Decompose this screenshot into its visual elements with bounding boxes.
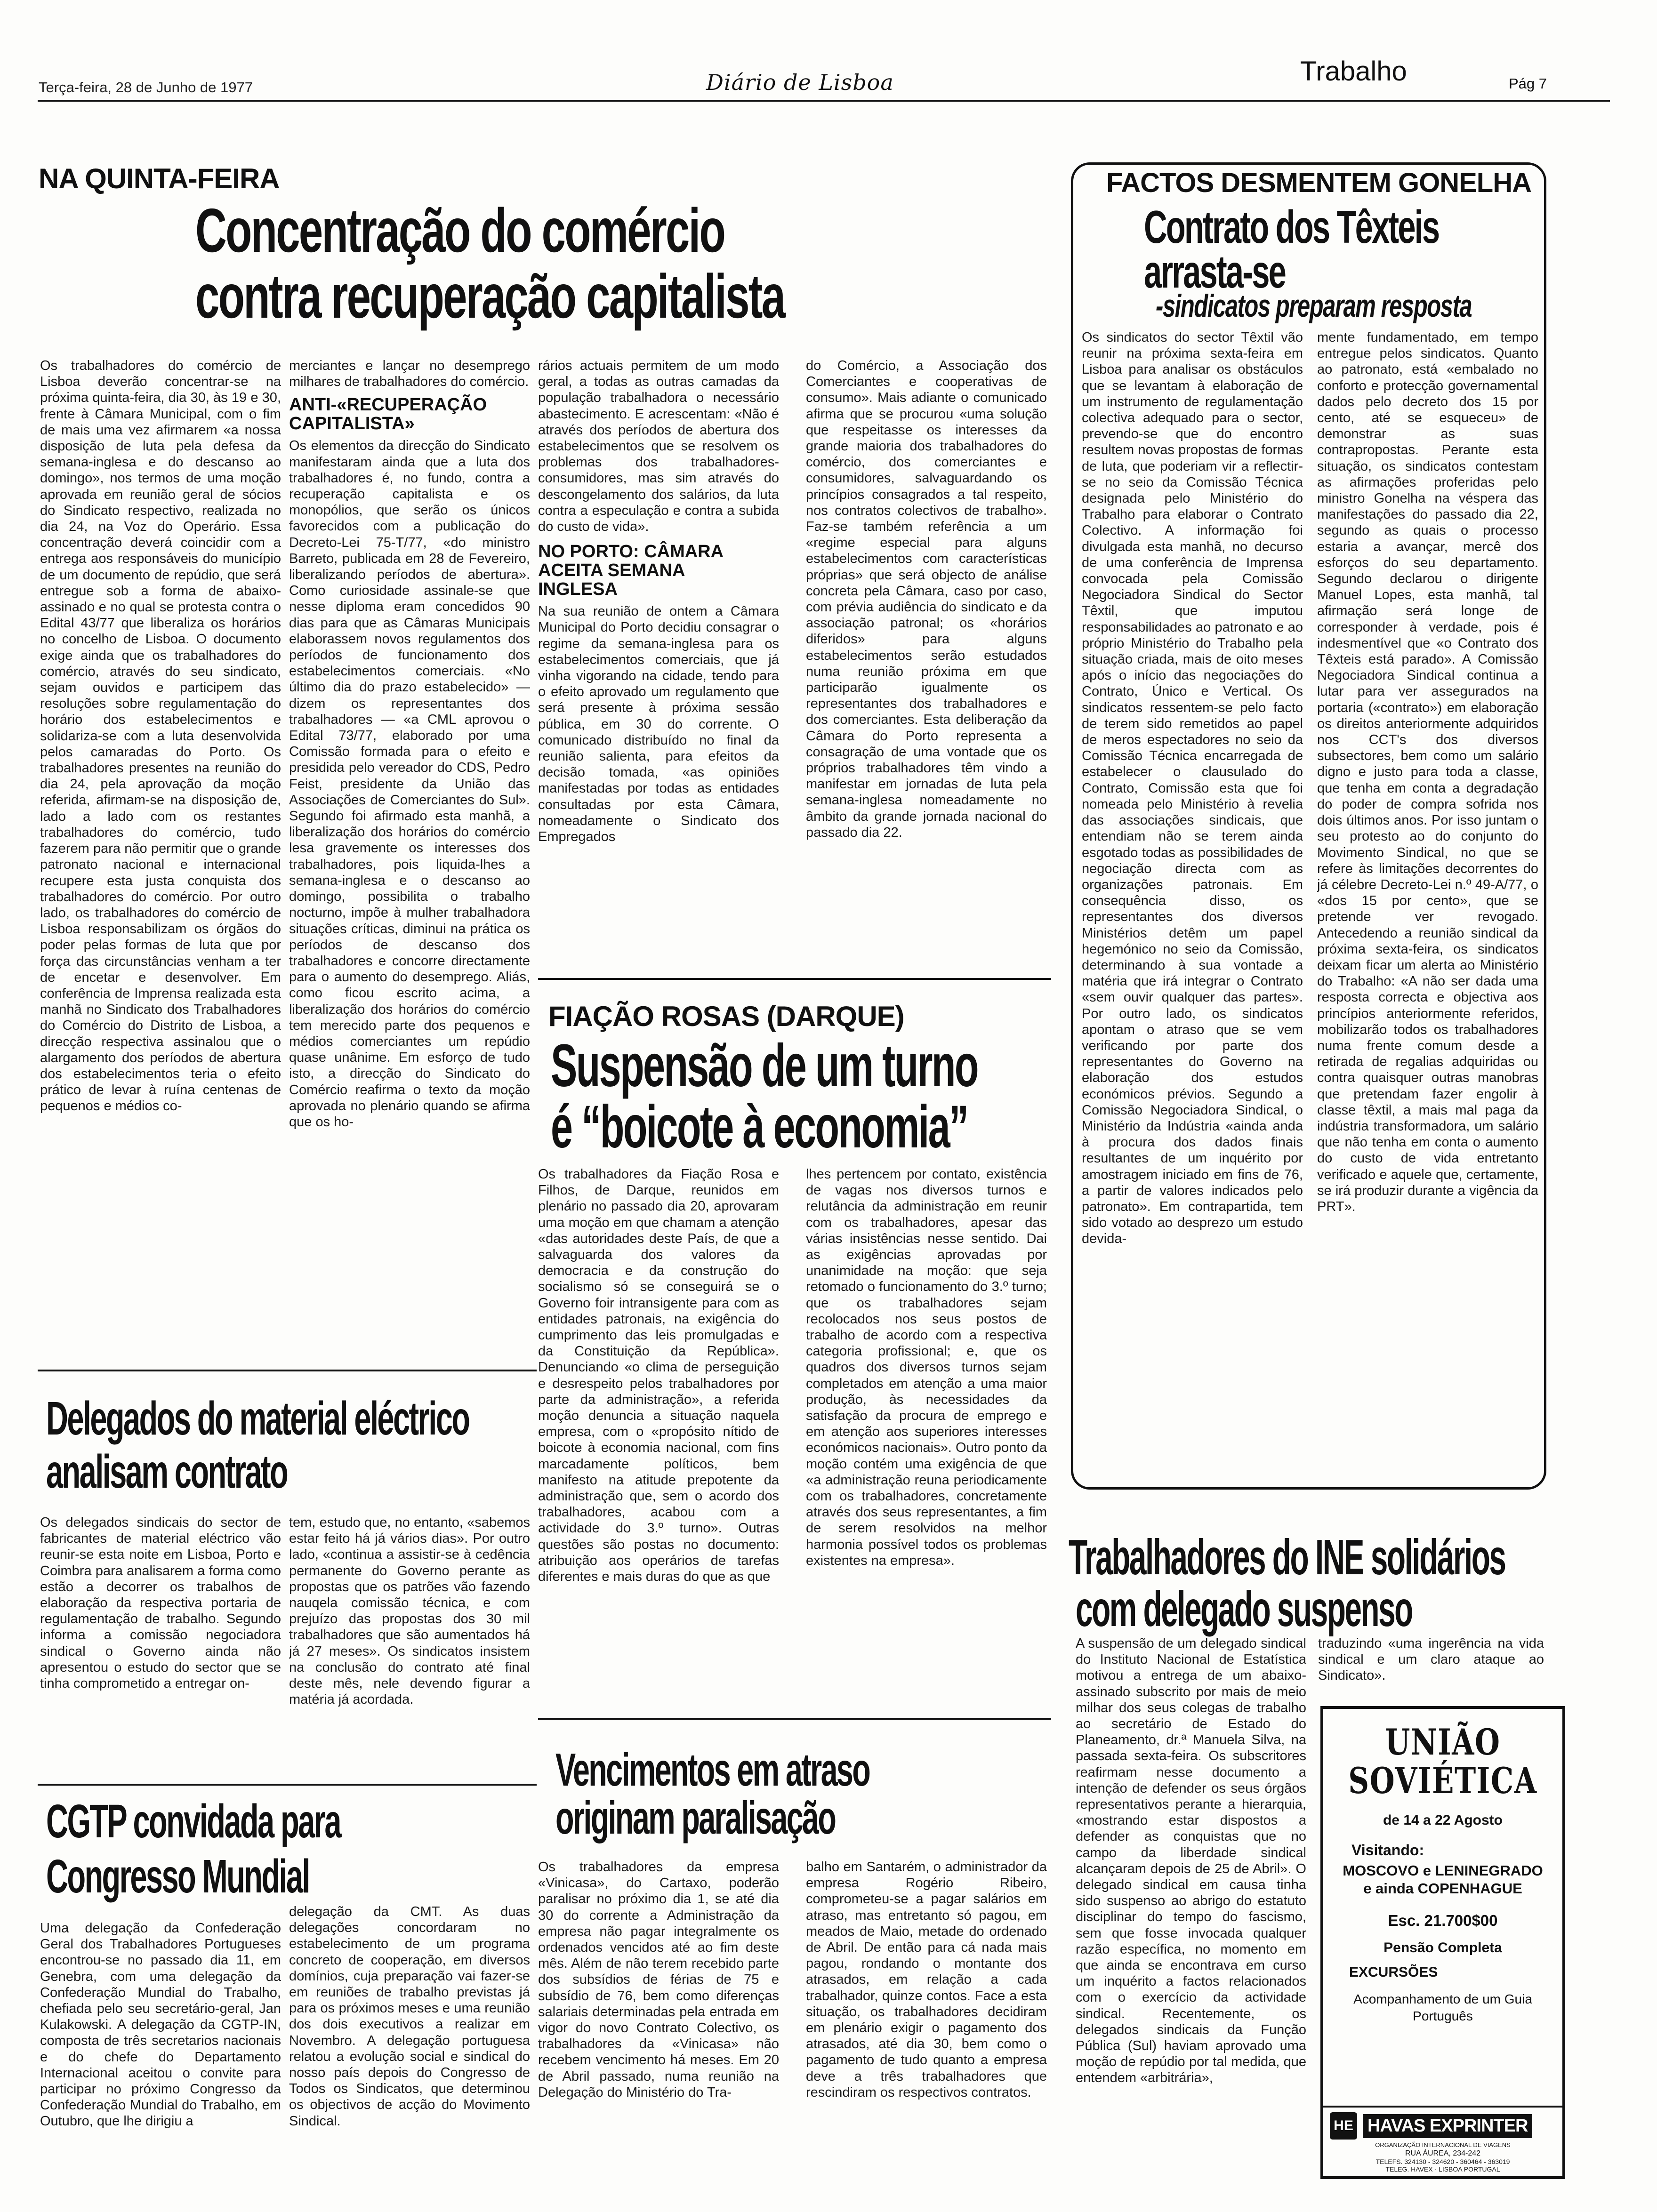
article4-col1: Os delegados sindicais do sector de fabricantes de material eléctrico vão reunir-se esta noite em Lisboa, Porto e Coimbra para analisarem a forma como estão a decorrer os trabalhos de elaboração da respectiva portaria de regulamentação de trabalho. Segundo informa a comissão negociadora sindical o Governo ainda não apresentou o estudo do sector que se tinha comprometido a entregar on- — [40, 1515, 281, 1691]
article5-headline-line2: Congresso Mundial — [46, 1850, 309, 1903]
article4-headline-line1: Delegados do material eléctrico — [46, 1392, 469, 1445]
article4-top-rule — [38, 1370, 537, 1371]
article1-subhead-porto: NO PORTO: CÂMARA ACEITA SEMANA INGLESA — [538, 542, 723, 600]
article2-col1: Os sindicatos do sector Têxtil vão reunir na próxima sexta-feira em Lisboa para analisar os obstáculos que se levantam à elaboração de um instrumento de regulamentação colectiva adequado para o sector, prevendo-se que do encontro resultem novas propostas de formas de luta, que poderiam vir a reflectir-se no seio da Comissão Técnica designada pelo Ministério do Trabalho para elaborar o Contrato Colectivo. A informação foi divulgada esta manhã, no decurso de uma conferência de Imprensa convocada pela Comissão Negociadora Sindical do Sector Têxtil, que imputou responsabilidades ao patronato e ao próprio Ministério do Trabalho pela situação criada, mais de oito meses após o início das negociações do Contrato, Único e Vertical. Os sindicatos ressentem-se pelo facto de terem sido remetidos ao papel de meros espectadores no seio da Comissão Técnica encarregada de estabelecer o clausulado do Contrato, Comissão esta que foi nomeada pelo Ministério à revelia das associações sindicais, que entendiam não se terem ainda esgotado todas as possibilidades de negociação directa com as organizações patronais. Em consequência disso, os representantes dos diversos Ministérios detêm um papel hegemónico no seio da Comissão, determinando à sua vontade a matéria que irá integrar o Contrato «sem ouvir qualquer das partes». Por outro lado, os sindicatos apontam o atraso que se vem verificando por parte dos representantes do Governo na elaboração dos estudos económicos prévios. Segundo a Comissão Negociadora Sindical, o Ministério da Indústria «ainda anda à procura dos dados finais resultantes de um inquérito por amostragem iniciado em fins de 76, a partir de valores indicados pelo patronato». Em contrapartida, tem sido votado ao desprezo um estudo devida- — [1082, 330, 1303, 1247]
article6-col1: Os trabalhadores da empresa «Vinicasa», do Cartaxo, poderão paralisar no próximo dia 1, se até dia 30 do corrente a Administração da empresa não pagar integralmente os ordenados vencidos até ao fim deste mês. Além de não terem recebido parte dos subsídios de férias de 75 e subsídio de 76, bem como diferenças salariais determinadas pela entrada em vigor do novo Contrato Colectivo, os trabalhadores da «Vinicasa» não recebem vencimento há meses. Em 20 de Abril passado, numa reunião na Delegação do Ministério do Tra- — [538, 1859, 779, 2100]
article3-headline-line2: é “boicote à economia” — [551, 1093, 968, 1161]
article6-top-rule — [538, 1718, 1051, 1720]
article1-col3 — [538, 358, 779, 974]
article7-headline-line2: com delegado suspenso — [1076, 1581, 1412, 1637]
ad-company-name: HAVAS EXPRINTER — [1363, 2114, 1532, 2138]
masthead-paper-name: Diário de Lisboa — [706, 70, 894, 95]
ad-title-uniao: UNIÃO — [1385, 1721, 1501, 1763]
article2-headline-line1: Contrato dos Têxteis — [1144, 201, 1439, 253]
ad-pension: Pensão Completa — [1384, 1940, 1502, 1956]
article3-col1: Os trabalhadores da Fiação Rosa e Filhos, de Darque, reunidos em plenário no passado dia 20, aprovaram uma moção em que chamam a atenção «das autoridades deste País, de que a salvaguarda dos valores da democracia e da construção do socialismo só se conseguirá se o Governo foir intransigente para com as entidades patronais, na exigência do cumprimento das leis promulgadas e da Constituição da República». Denunciando «o clima de perseguição e desrespeito pelos trabalhadores por parte da administração», a referida moção denuncia a situação naquela empresa, com o «propósito nítido de boicote à economia nacional, com fins marcadamente políticos, bem manifesto na atitude prepotente da administração que, sem o acordo dos trabalhadores, acabou com a actividade do 3.º turno». Outras questões são postas no documento: atribuição aos operários de tarefas diferentes e mais duras do que as que — [538, 1167, 779, 1585]
ad-phones: TELEFS. 324130 - 324620 - 360464 - 363019 — [1375, 2158, 1510, 2165]
article1-bottom-rule — [538, 978, 1051, 980]
article1-col1: Os trabalhadores do comércio de Lisboa deverão concentrar-se na próxima quinta-feira, dia 30, às 19 e 30, frente à Câmara Municipal, com o fim de mais uma vez afirmarem «a nossa disposição de luta pela defesa da semana-inglesa e do descanso ao domingo», nos termos de uma moção aprovada em reunião geral de sócios do Sindicato respectivo, realizada no dia 24, na Voz do Operário. Essa concentração deverá coincidir com a entrega aos responsáveis do município de um documento de repúdio, que será entregue sob a forma de abaixo-assinado e no qual se protesta contra o Edital 43/77 que liberaliza os horários no concelho de Lisboa. O documento exige ainda que os trabalhadores do comércio, através do seu sindicato, sejam ouvidos e participem das resoluções sobre regulamentação do horário dos estabelecimentos e solidariza-se com a luta desenvolvida pelos camaradas do Porto. Os trabalhadores presentes na reunião do dia 24, pela aprovação da moção referida, afirmam-se na disposição de, lado a lado com os restantes trabalhadores do comércio, tudo fazerem para não permitir que o grande patronato nacional e internacional recupere esta justa conquista dos trabalhadores do comércio. Por outro lado, os trabalhadores do comércio de Lisboa responsabilizam os órgãos do poder pelas formas de luta que por força das circunstâncias venham a ter de encetar e desenvolver. Em conferência de Imprensa realizada esta manhã no Sindicato dos Trabalhadores do Comércio do Distrito de Lisboa, a direcção respectiva assinalou que o alargamento dos períodos de abertura dos estabelecimentos teria o efeito prático de levar à ruína centenas de pequenos e médios co- — [40, 358, 281, 1114]
article7-col1: A suspensão de um delegado sindical do Instituto Nacional de Estatística motivou a entrega de um abaixo-assinado subscrito por mais de meio milhar dos seus colegas de trabalho ao secretário de Estado do Planeamento, dr.ª Manuela Silva, na passada sexta-feira. Os subscritores reafirmam nesse documento a intenção de defender os seus órgãos representativos perante a hierarquia, «mostrando estar dispostos a defender as conquistas que no campo da liberdade sindical alcançaram depois de 25 de Abril». O delegado sindical em causa tinha sido suspenso ao abrigo do estatuto disciplinar do tempo do fascismo, sem que fosse invocada qualquer razão específica, no momento em que ainda se encontrava em curso um inquérito a factos relacionados com o exercício da actividade sindical. Recentemente, os delegados sindicais da Função Pública (Sul) haviam aprovado uma moção de repúdio por tal medida, que entendem «arbitrária», — [1076, 1636, 1306, 2086]
article1-subhead-anti: ANTI-«RECUPERAÇÃO CAPITALISTA» — [289, 395, 487, 434]
article4-col2: tem, estudo que, no entanto, «sabemos estar feito há já vários dias». Por outro lado, «continua a assistir-se à cedência permanente do Governo perante as propostas que os patrões vão fazendo nauqela comissão técnica, e com prejuízo das propostas dos 30 mil trabalhadores que são aumentados há já 27 meses». Os sindicatos insistem na conclusão do contrato até final deste mês, nele devendo figurar a matéria já acordada. — [289, 1515, 530, 1707]
article5-col2: delegação da CMT. As duas delegações concordaram no estabelecimento de um programa concreto de cooperação, em diversos domínios, cuja preparação vai fazer-se em reuniões de trabalho previstas já para os próximos meses e uma reunião dos dois executivos a realizar em Novembro. A delegação portuguesa relatou a evolução social e sindical do nosso país depois do Congresso de Todos os Sindicatos, que determinou os objectivos de acção do Movimento Sindical. — [289, 1904, 530, 2129]
ad-address: RUA ÁUREA, 234-242 — [1405, 2149, 1481, 2157]
article2-col2: mente fundamentado, em tempo entregue pelos sindicatos. Quanto ao patronato, está «embalado no conforto e protecção governamental dados pelo decreto dos 15 por cento, até se esqueceu» de demonstrar as suas contrapropostas. Perante esta situação, os sindicatos contestam as afirmações proferidas pelo ministro Gonelha na véspera das manifestações do passado dia 22, segundo as quais o processo estaria a avançar, mercê dos esforços do seu departamento. Segundo declarou o dirigente Manuel Lopes, esta manhã, tal afirmação será longe de corresponder à verdade, pois é indesmentível que «o Contrato dos Têxteis está parado». A Comissão Negociadora Sindical continua a lutar para ver assegurados na portaria («contrato») em elaboração os direitos anteriormente adquiridos nos CCT's dos diversos subsectores, bem como um salário digno e justo para toda a classe, que tenha em conta a degradação do poder de compra sofrida nos dois últimos anos. Por isso juntam o seu protesto ao do conjunto do Movimento Sindical, no que se refere às limitações decorrentes do já célebre Decreto-Lei n.º 49-A/77, o «dos 15 por cento», que se pretende ver revogado. Antecedendo a reunião sindical da próxima sexta-feira, os sindicatos deixam ficar um alerta ao Ministério do Trabalho: «A não ser dada uma resposta correcta e objectiva aos princípios anteriormente referidos, mobilizarão todos os trabalhadores numa frente comum desde a retirada de regalias adquiridas ou contra quaisquer outras manobras que pretendam fazer engolir à classe têxtil, a mais mal paga da indústria transformadora, um salário que não tenha em conta o aumento do custo de vida entretanto verificado e aquele que, certamente, se irá produzir durante a vigência da PRT». — [1317, 330, 1538, 1214]
masthead-page-number: Pág 7 — [1509, 75, 1547, 92]
article1-kicker: NA QUINTA-FEIRA — [39, 163, 280, 194]
article1-col3-text-a: rários actuais permitem de um modo geral, a todas as outras camadas da população trabalhadora o necessário abastecimento. E acrescentam: «Não é através dos períodos de abertura dos estabelecimentos que se resolvem os problemas dos trabalhadores-consumidores, mas sim através do descongelamento dos salários, da luta contra a especulação e contra a subida do custo de vida». — [538, 358, 779, 535]
masthead-rule — [38, 100, 1610, 102]
article1-col2-text-a: merciantes e lançar no desemprego milhares de trabalhadores do comércio. — [289, 358, 530, 390]
ad-dates: de 14 a 22 Agosto — [1383, 1812, 1503, 1828]
article6-col2: balho em Santarém, o administrador da empresa Rogério Ribeiro, comprometeu-se a pagar salários em atraso, mas entretanto só pagou, em meados de Maio, metade do ordenado de Abril. De então para cá nada mais pagou, rondando o montante dos atrasados, em relação a cada trabalhador, quinze contos. Face a esta situação, os trabalhadores decidiram em plenário exigir o pagamento dos atrasados, até dia 30, bem como o pagamento de tudo quanto a empresa deve a três trabalhadores que rescindiram os respectivos contratos. — [806, 1859, 1047, 2100]
ad-cities: MOSCOVO e LENINEGRADO e ainda COPENHAGUE — [1343, 1862, 1543, 1897]
article6-headline-line2: originam paralisação — [555, 1792, 836, 1843]
article1-col2-text-b: Os elementos da direcção do Sindicato manifestaram ainda que a luta dos trabalhadores é, no fundo, contra a recuperação capitalista e os monopólios, que serão os únicos favorecidos com a publicação do Decreto-Lei 75-T/77, «do ministro Barreto, publicada em 28 de Fevereiro, liberalizando períodos de abertura». Como curiosidade assinale-se que nesse diploma eram concedidos 90 dias para que as Câmaras Municipais elaborassem novos regulamentos dos períodos de funcionamento dos estabelecimentos comerciais. «No último dia do prazo estabelecido» — dizem os representantes dos trabalhadores — «a CML aprovou o Edital 73/77, elaborado por uma Comissão formada para o efeito e presidida pelo vereador do CDS, Pedro Feist, presidente da União das Associações de Comerciantes do Sul». Segundo foi afirmado esta manhã, a liberalização dos horários do comércio lesa gravemente os interesses dos trabalhadores, pois liquida-lhes a semana-inglesa e o descanso ao domingo, possibilita o trabalho nocturno, impõe à mulher trabalhadora situações críticas, diminui na prática os períodos de descanso dos trabalhadores e concorre directamente para o aumento do desemprego. Aliás, como ficou escrito acima, a liberalização dos horários do comércio tem merecido parte dos pequenos e médios comerciantes um repúdio quase unânime. Em esforço de tudo isto, a direcção do Sindicato do Comércio reafirma o texto da moção aprovada no plenário quando se afirma que os ho- — [289, 438, 530, 1130]
article1-col2 — [289, 358, 530, 1355]
ad-telex: TELEG. HAVEX · LISBOA PORTUGAL — [1385, 2165, 1500, 2173]
article4-headline-line2: analisam contrato — [46, 1445, 288, 1498]
article2-headline-line2: arrasta-se — [1144, 246, 1285, 297]
article1-headline-line2: contra recuperação capitalista — [195, 262, 785, 331]
article1-col3-text-b: Na sua reunião de ontem a Câmara Municipal do Porto decidiu consagrar o regime da semana-inglesa para os estabelecimentos comerciais, que já vinha vigorando na cidade, tendo para o efeito aprovado um regulamento que será presente à próxima sessão pública, em 30 do corrente. O comunicado distribuído no final da reunião salienta, para efeitos da decisão tomada, «as opiniões manifestadas por todas as entidades consultadas por esta Câmara, nomeadamente o Sindicato dos Empregados — [538, 604, 779, 845]
ad-company-logo: HE — [1330, 2112, 1357, 2140]
article5-top-rule — [38, 1784, 537, 1786]
article5-headline-line1: CGTP convidada para — [46, 1795, 340, 1848]
ad-title-sovietica: SOVIÉTICA — [1348, 1760, 1537, 1802]
ad-excursions: EXCURSÕES — [1349, 1964, 1438, 1980]
article1-col4: do Comércio, a Associação dos Comerciantes e cooperativas de consumo». Mais adiante o comunicado afirma que se procurou «uma solução que respeitasse os interesses da grande maioria dos trabalhadores do comércio, dos comerciantes e consumidores, salvaguardando os princípios consagrados a tal respeito, nos contratos colectivos de trabalho». Faz-se também referência a um «regime especial para alguns estabelecimentos com características próprias» que será objecto de análise concreta pela Câmara, caso por caso, com prévia audiência do sindicato e da associação patronal; os «horários diferidos» para alguns estabelecimentos serão estudados numa reunião próxima em que participarão igualmente os representantes dos trabalhadores e dos comerciantes. Esta deliberação da Câmara do Porto representa a consagração de uma vontade que os próprios trabalhadores têm vindo a manifestar em jornadas de luta pela semana-inglesa nomeadamente no âmbito da grande jornada nacional do passado dia 22. — [806, 358, 1047, 840]
ad-company-subtitle: ORGANIZAÇÃO INTERNACIONAL DE VIAGENS — [1375, 2141, 1511, 2148]
ad-company-block — [1323, 2106, 1562, 2176]
article3-col2: lhes pertencem por contato, existência de vagas nos diversos turnos e relutância da administração em reunir com os trabalhadores, apesar das várias insistências nesse sentido. Dai as exigências aprovadas por unanimidade na moção: que seja retomado o funcionamento do 3.º turno; que os trabalhadores sejam recolocados nos seus postos de trabalho de acordo com a respectiva categoria profissional; e, que os quadros dos diversos turnos sejam completados em atenção a uma maior produção, às necessidades da satisfação da procura de emprego e em atenção aos superiores interesses económicos nacionais». Outro ponto da moção contém uma exigência de que «a administração reuna periodicamente com os trabalhadores, concretamente através dos seus representantes, a fim de serem resolvidos na melhor harmonia possível todos os problemas existentes na empresa». — [806, 1167, 1047, 1568]
masthead-section: Trabalho — [1300, 56, 1407, 87]
article2-kicker: FACTOS DESMENTEM GONELHA — [1102, 167, 1536, 199]
masthead-date: Terça-feira, 28 de Junho de 1977 — [39, 79, 253, 96]
article3-headline-line1: Suspensão de um turno — [551, 1032, 978, 1099]
article6-headline-line1: Vencimentos em atraso — [555, 1744, 870, 1795]
article3-kicker: FIAÇÃO ROSAS (DARQUE) — [548, 1001, 904, 1032]
article5-col1: Uma delegação da Confederação Geral dos Trabalhadores Portugueses encontrou-se no passado dia 11, em Genebra, com uma delegação da Confederação Mundial do Trabalho, chefiada pelo seu secretário-geral, Jan Kulakowski. A delegação da CGTP-IN, composta de três secretarios nacionais e do chefe do Departamento Internacional aceitou o convite para participar no próximo Congresso da Confederação Mundial do Trabalho, em Outubro, que lhe dirigiu a — [40, 1921, 281, 2129]
article7-headline-line1: Trabalhadores do INE solidários — [1069, 1530, 1505, 1585]
article2-deck: -sindicatos preparam resposta — [1156, 288, 1472, 324]
ad-visit-label: Visitando: — [1351, 1842, 1424, 1859]
article1-headline-line1: Concentração do comércio — [195, 196, 725, 265]
travel-ad — [1320, 1706, 1565, 2179]
article7-col2: traduzindo «uma ingerência na vida sindical e um claro ataque ao Sindicato». — [1318, 1636, 1544, 1683]
ad-price: Esc. 21.700$00 — [1388, 1912, 1498, 1929]
ad-guide: Acompanhamento de um Guia Português — [1353, 1992, 1532, 2023]
